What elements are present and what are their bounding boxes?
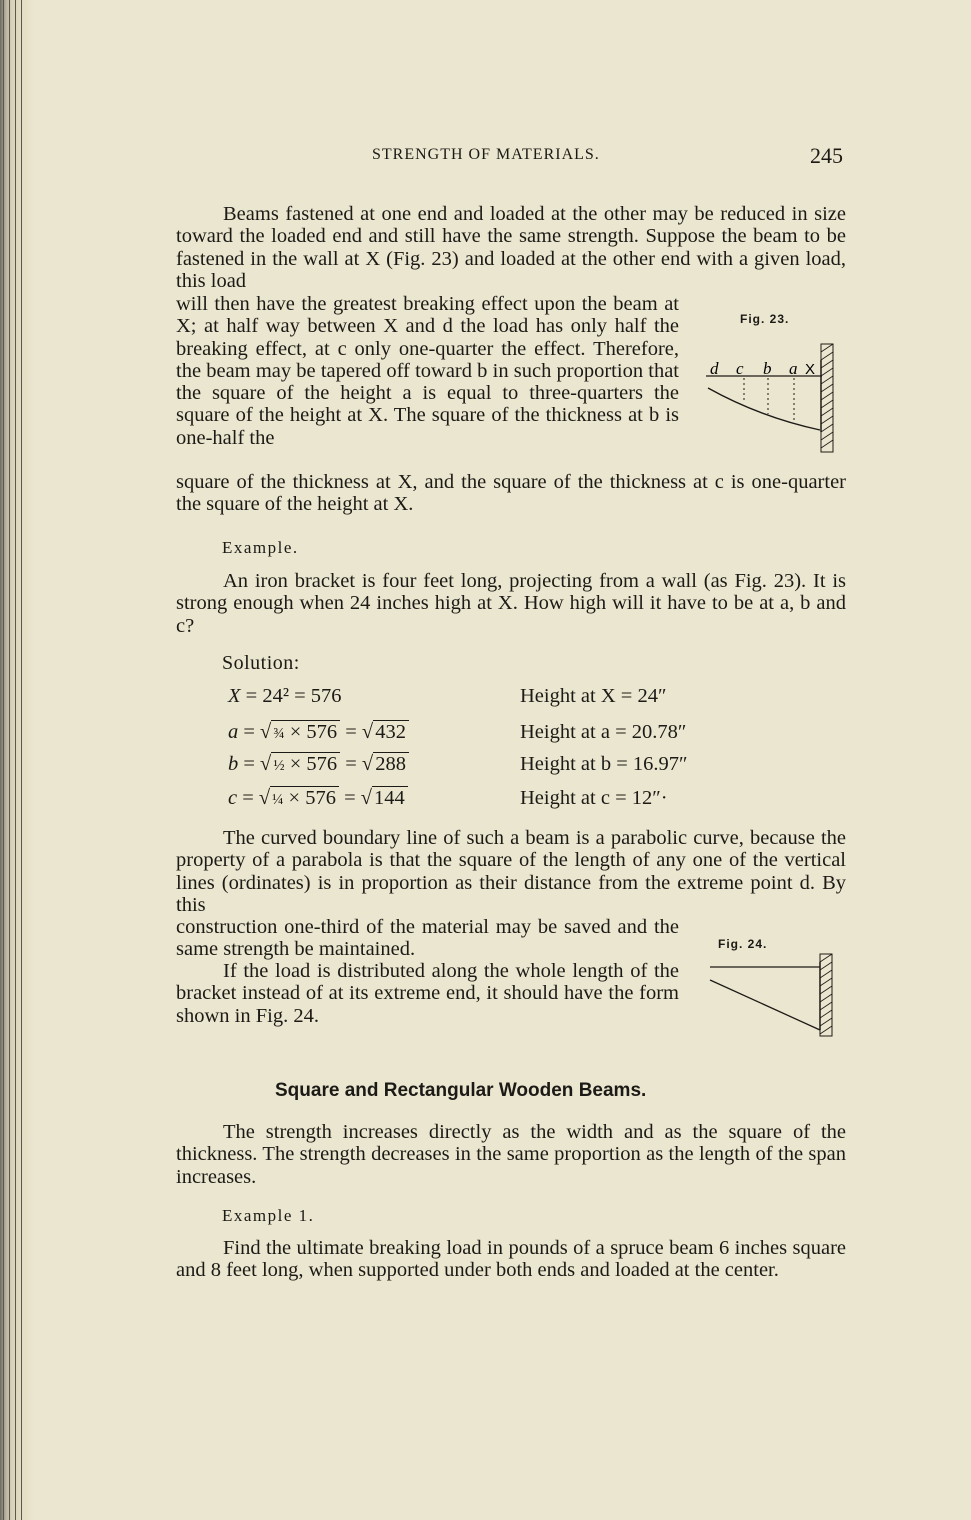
fig24-label: Fig. 24. <box>718 937 768 951</box>
paragraph-parabola-b: construction one-third of the material may be saved and the same strength be maintained. <box>176 916 679 961</box>
fig23-letter-X: X <box>805 361 816 378</box>
fig24-triangular-bracket-diagram <box>700 950 850 1040</box>
solution-row-1-lhs: X <box>228 685 241 707</box>
heading-solution: Solution: <box>222 652 300 674</box>
heading-example: Example. <box>222 538 299 557</box>
solution-row-2-lhs: a <box>228 721 239 743</box>
heading-example-1: Example 1. <box>222 1206 315 1225</box>
solution-row-4: c = √ ¼ × 576 = √144 <box>228 787 408 810</box>
paragraph-intro-b: will then have the greatest breaking effect upon the beam at X; at half way between X and d the load has only half the breaking effect, at c only one-quarter the effect. Therefore, the beam may be tapered off toward b in such proportion that the square of the height a is equal to three-quarters the square of the height at X. The square of the thickness at b is one-half the <box>176 293 679 449</box>
paragraph-parabola-a: The curved boundary line of such a beam is a parabolic curve, because the property of a parabola is that the square of the length of any one of the vertical lines (ordinates) is in proportion as their distance from the extreme point d. By this <box>176 827 846 916</box>
fig23-letter-b: b <box>763 359 772 378</box>
solution-row-3-lhs: b <box>228 753 239 775</box>
paragraph-intro-c: square of the thickness at X, and the square of the thickness at c is one-quarter the square of the height at X. <box>176 471 846 516</box>
solution-row-1-eq: = 24² = 576 <box>245 685 342 707</box>
fig23-letter-d: d <box>710 359 719 378</box>
running-title: STRENGTH OF MATERIALS. <box>372 146 600 163</box>
paragraph-parabola-c: If the load is distributed along the whole length of the bracket instead of at its extreme end, it should have the form shown in Fig. 24. <box>176 960 679 1027</box>
solution-row-3: b = √ ½ × 576 = √288 <box>228 753 409 776</box>
solution-row-4-radicand: × 576 <box>288 787 336 809</box>
page-number: 245 <box>810 143 843 168</box>
solution-row-3-radicand: × 576 <box>289 753 338 775</box>
solution-row-3-value: 288 <box>373 752 409 775</box>
book-binding-edge <box>0 0 34 1520</box>
solution-row-2-value: 432 <box>373 720 409 743</box>
solution-row-4-value: 144 <box>372 786 408 809</box>
solution-row-2-result: Height at a = 20.78″ <box>520 721 687 743</box>
solution-row-3-fraction: ½ <box>273 758 285 774</box>
section-title: Square and Rectangular Wooden Beams. <box>275 1080 647 1101</box>
fig23-tapered-bracket-diagram <box>700 330 850 455</box>
fig23-letter-c: c <box>736 359 744 378</box>
paragraph-wooden-beams: The strength increases directly as the width and as the square of the thickness. The strength decreases in the same proportion as the length of the span increases. <box>176 1121 846 1188</box>
solution-row-1 <box>228 685 342 708</box>
paragraph-intro-a: Beams fastened at one end and loaded at the other may be reduced in size toward the loaded end and still have the same strength. Suppose the beam to be fastened in the wall at X (Fig. 23) and loaded at the other end with a given load, this load <box>176 203 846 292</box>
paragraph-example-1-question: Find the ultimate breaking load in pounds of a spruce beam 6 inches square and 8 feet long, when supported under both ends and loaded at the center. <box>176 1237 846 1282</box>
solution-row-2-radicand: × 576 <box>289 721 338 743</box>
fig23-label: Fig. 23. <box>740 312 790 326</box>
solution-row-4-result: Height at c = 12″· <box>520 787 668 809</box>
solution-row-3-result: Height at b = 16.97″ <box>520 753 688 775</box>
solution-row-4-lhs: c <box>228 787 238 809</box>
solution-row-2-fraction: ¾ <box>273 726 285 742</box>
solution-row-1-result: Height at X = 24″ <box>520 685 667 707</box>
paragraph-example-question: An iron bracket is four feet long, projecting from a wall (as Fig. 23). It is strong enough when 24 inches high at X. How high will it have to be at a, b and c? <box>176 570 846 637</box>
fig23-letter-a: a <box>789 359 798 378</box>
solution-row-4-fraction: ¼ <box>272 792 284 808</box>
solution-row-2: a = √ ¾ × 576 = √432 <box>228 721 409 744</box>
